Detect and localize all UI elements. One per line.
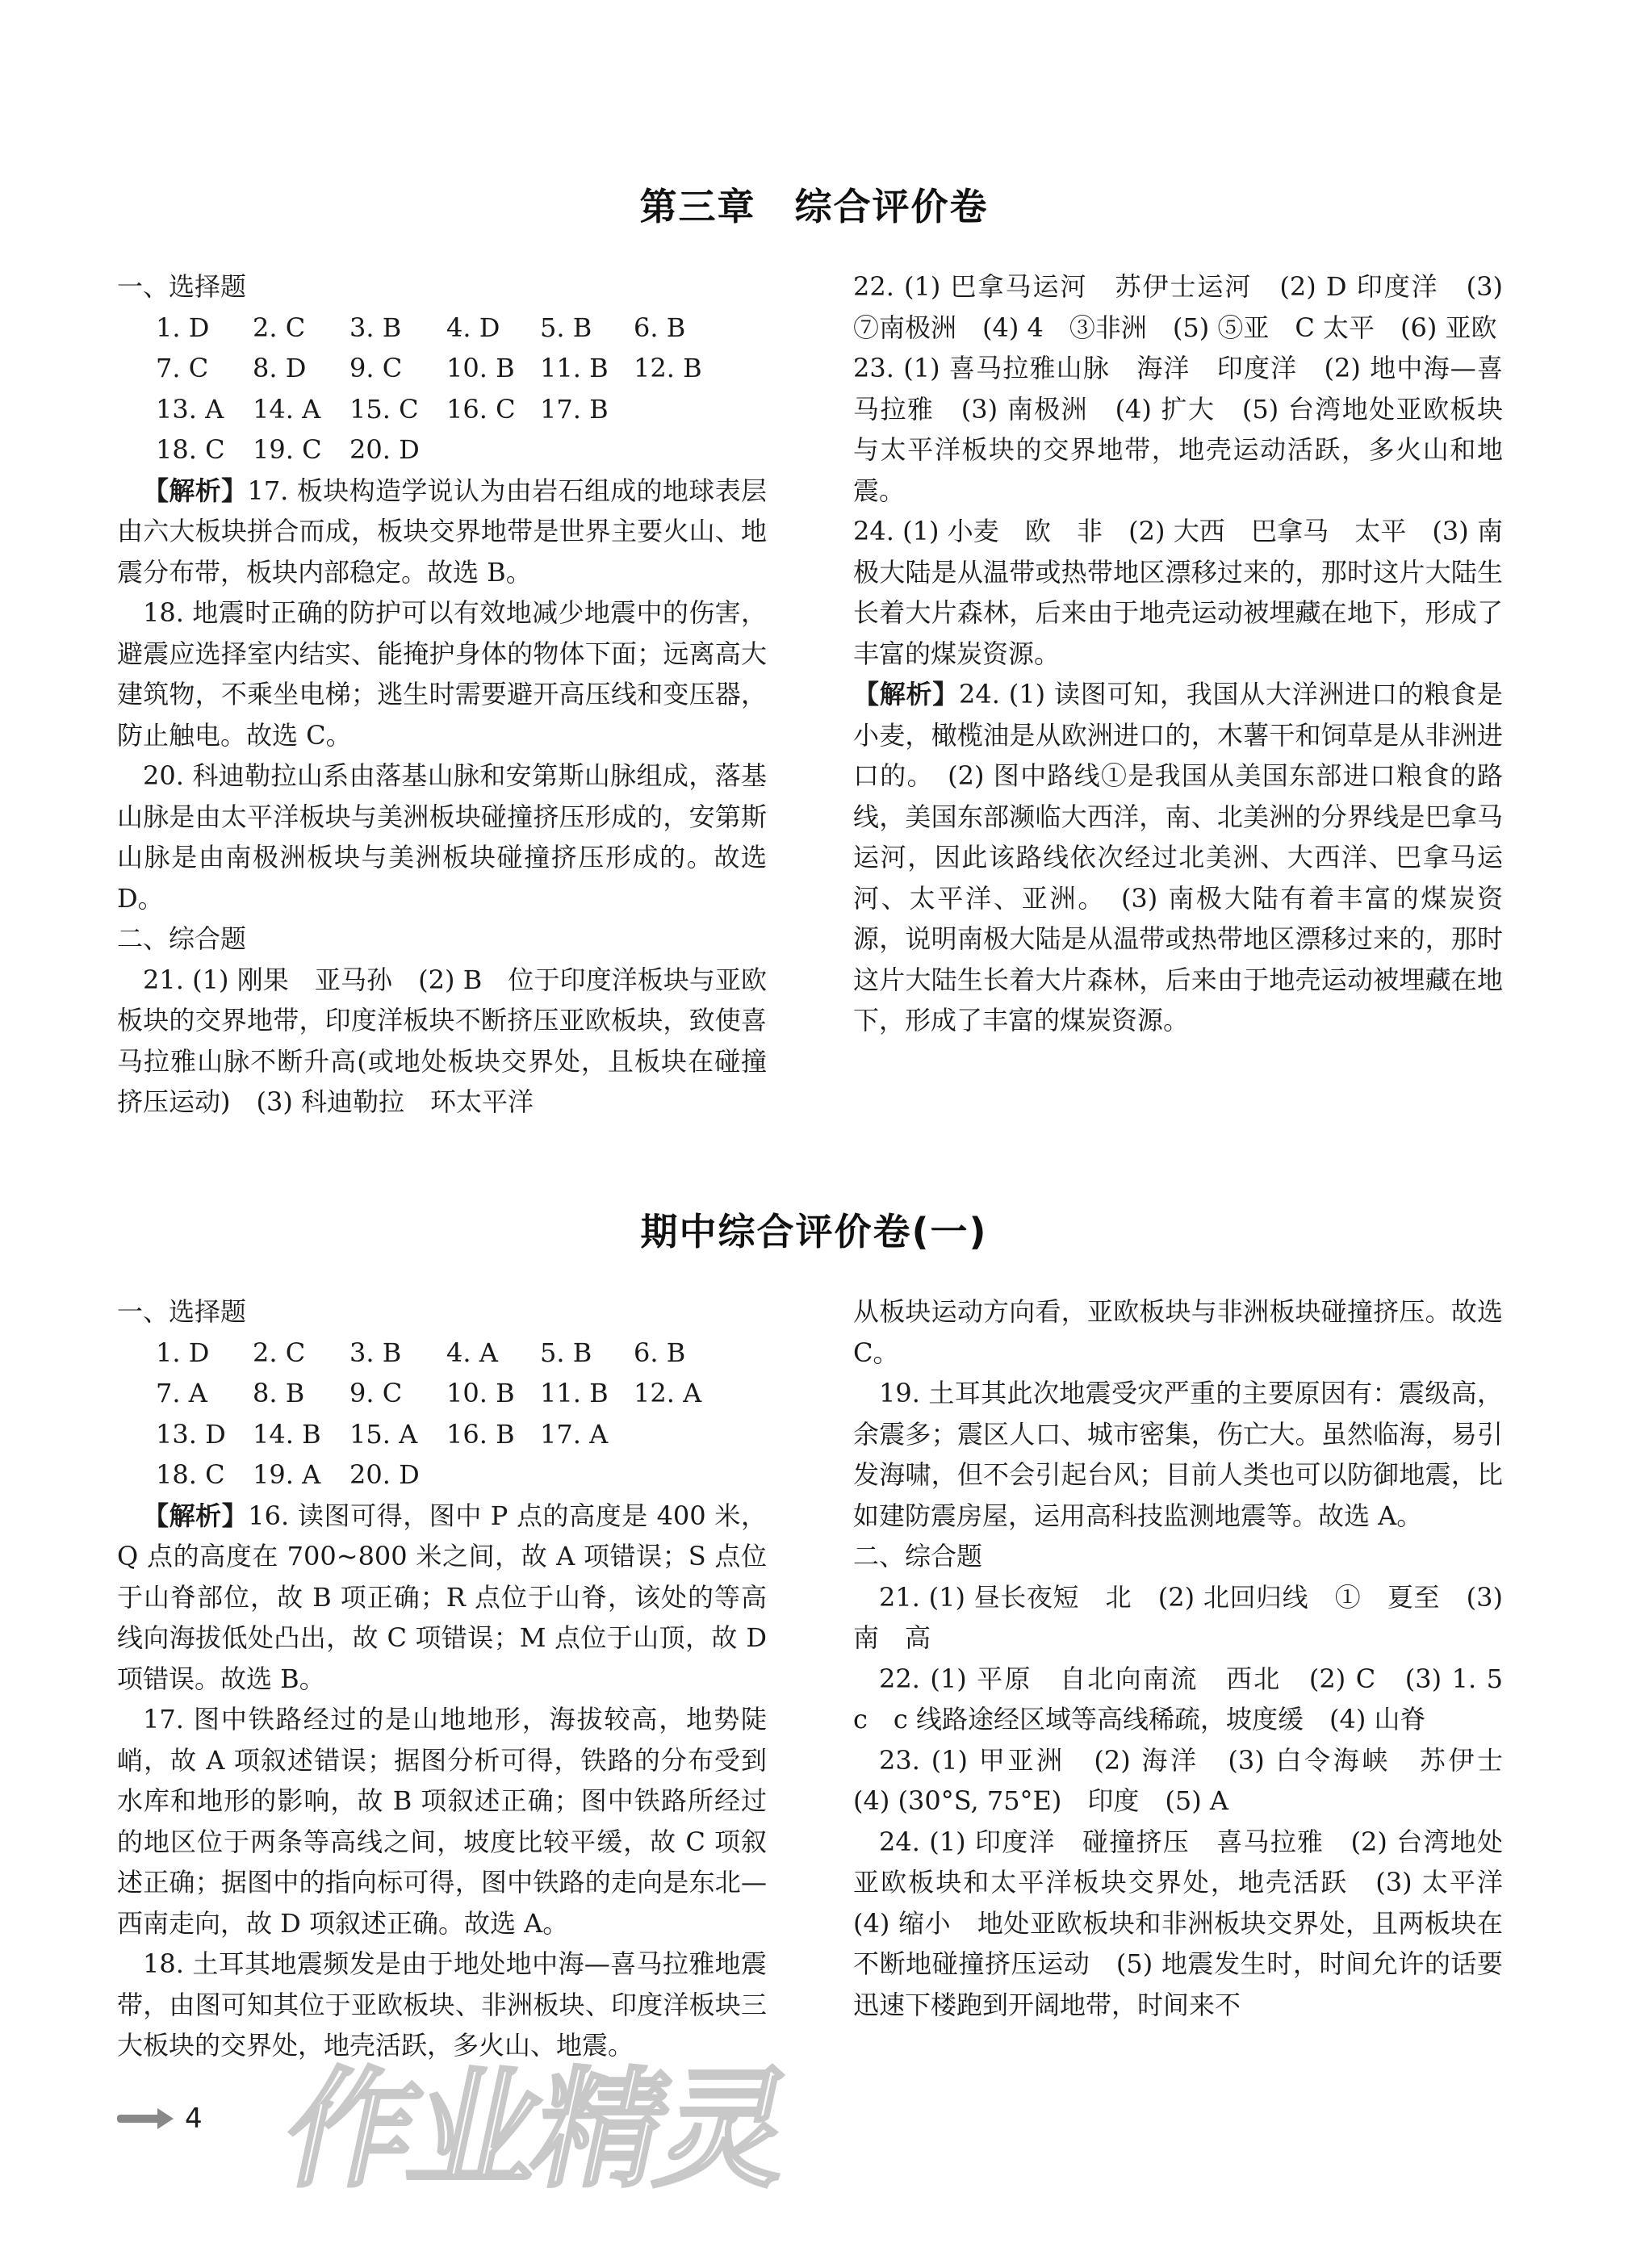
answer: 15. A: [349, 1418, 418, 1450]
answer: 13. A: [156, 393, 224, 425]
heading-choice: 一、选择题: [117, 1296, 247, 1327]
answer-row: [156, 1373, 767, 1414]
answer: 10. B: [446, 1378, 515, 1408]
answer-row: [156, 1333, 767, 1374]
explanation-20: 20. 科迪勒拉山系由落基山脉和安第斯山脉组成，落基山脉是由太平洋板块与美洲板块碰撞挤压形成的，安第斯山脉是由南极洲板块与美洲板块碰撞挤压形成的。故选 D。: [117, 760, 767, 914]
explanation-16: 【解析】16. 读图可得，图中 P 点的高度是 400 米，Q 点的高度在 700~800 米之间，故 A 项错误；S 点位于山脊部位，故 B 项正确；R 点位于山脊，该处的等高线向海拔低处凸出，故 C 项错误；M 点位于山顶，故 D 项错误。故选 B。: [117, 1500, 767, 1694]
answer: 3. B: [349, 312, 402, 343]
answer: 20. D: [349, 1459, 420, 1490]
explanation-17: 17. 图中铁路经过的是山地地形，海拔较高，地势陡峭，故 A 项叙述错误；据图分析可得，铁路的分布受到水库和地形的影响，故 B 项叙述正确；图中铁路所经过的地区位于两条等高线之间，坡度比较平缓，故 C 项叙述正确；据图中的指向标可得，图中铁路的走向是东北—西南走向，故 D 项叙述正确。故选 A。: [117, 1704, 767, 1939]
answer: 5. B: [540, 1337, 592, 1368]
heading-comprehensive: 二、综合题: [853, 1541, 983, 1571]
answer-24: 24. (1) 小麦 欧 非 (2) 大西 巴拿马 太平 (3) 南极大陆是从温带或热带地区漂移过来的，那时这片大陆生长着大片森林，后来由于地壳运动被埋藏在地下，形成了丰富的煤炭资源。: [853, 516, 1503, 669]
answer-21: 21. (1) 昼长夜短 北 (2) 北回归线 ① 夏至 (3) 南 高: [853, 1581, 1503, 1653]
answer-row: [156, 1454, 767, 1496]
answer: 18. C: [156, 1459, 225, 1490]
explanation-18: 18. 地震时正确的防护可以有效地减少地震中的伤害，避震应选择室内结实、能掩护身体的物体下面；远离高大建筑物，不乘坐电梯；逃生时需要避开高压线和变压器，防止触电。故选 C。: [117, 597, 767, 751]
answer-grid: [117, 308, 767, 471]
answer: 12. B: [634, 353, 702, 383]
answer: 3. B: [349, 1337, 402, 1368]
answer: 17. A: [540, 1418, 609, 1450]
page-number-text: 4: [185, 2103, 203, 2135]
answer: 4. A: [446, 1337, 498, 1368]
section-title-midterm: 期中综合评价卷(一): [640, 1210, 988, 1253]
heading-choice: 一、选择题: [117, 271, 247, 302]
answer: 7. A: [156, 1378, 207, 1408]
explanation-18-cont: 从板块运动方向看，亚欧板块与非洲板块碰撞挤压。故选 C。: [853, 1296, 1503, 1368]
answer: 10. B: [446, 353, 515, 383]
answer-grid: [117, 1333, 767, 1496]
answer: 19. C: [253, 434, 322, 465]
section-title-chapter3: 第三章 综合评价卷: [639, 185, 989, 228]
answer: 14. A: [253, 393, 321, 425]
arrow-right-icon: [117, 2111, 174, 2126]
answer: 2. C: [253, 1337, 306, 1368]
answer-21: 21. (1) 刚果 亚马孙 (2) B 位于印度洋板块与亚欧板块的交界地带，印度洋板块不断挤压亚欧板块，致使喜马拉雅山脉不断升高(或地处板块交界处，且板块在碰撞挤压运动) (3) 科迪勒拉 环太平洋: [117, 964, 767, 1117]
watermark: 作业精灵: [272, 2054, 802, 2205]
answer: 8. B: [253, 1378, 305, 1408]
answer: 13. D: [156, 1418, 226, 1450]
answer: 1. D: [156, 1337, 210, 1368]
answer-23: 23. (1) 喜马拉雅山脉 海洋 印度洋 (2) 地中海—喜马拉雅 (3) 南极洲 (4) 扩大 (5) 台湾地处亚欧板块与太平洋板块的交界地带，地壳运动活跃，多火山和地震。: [853, 353, 1503, 506]
answer: 18. C: [156, 434, 225, 465]
answer: 9. C: [349, 1378, 403, 1408]
answer: 16. B: [446, 1418, 515, 1450]
answer-24: 24. (1) 印度洋 碰撞挤压 喜马拉雅 (2) 台湾地处亚欧板块和太平洋板块交界处，地壳活跃 (3) 太平洋 (4) 缩小 地处亚欧板块和非洲板块交界处，且两板块在不断地碰撞挤压运动 (5) 地震发生时，时间允许的话要迅速下楼跑到开阔地带，时间来不: [853, 1826, 1530, 2020]
answer: 15. C: [349, 393, 419, 425]
explanation-19: 19. 土耳其此次地震受灾严重的主要原因有：震级高，余震多；震区人口、城市密集，伤亡大。虽然临海，易引发海啸，但不会引起台风；目前人类也可以防御地震，比如建防震房屋，运用高科技监测地震等。故选 A。: [853, 1378, 1503, 1531]
answer-row: [156, 308, 767, 349]
answer: 17. B: [540, 393, 609, 425]
explanation-18: 18. 土耳其地震频发是由于地处地中海—喜马拉雅地震带，由图可知其位于亚欧板块、非洲板块、印度洋板块三大板块的交界处，地壳活跃，多火山、地震。: [117, 1948, 767, 2061]
answer: 1. D: [156, 312, 210, 343]
answer-row: [156, 1414, 767, 1455]
answer: 8. D: [253, 353, 307, 383]
explanation-label: 【解析】: [143, 1500, 249, 1531]
answer-22: 22. (1) 平原 自北向南流 西北 (2) C (3) 1. 5 c c 线路途经区域等高线稀疏，坡度缓 (4) 山脊: [853, 1663, 1530, 1734]
answer: 11. B: [540, 353, 609, 383]
answer-row: [156, 348, 767, 389]
answer-row: [156, 429, 767, 471]
section1-right-column: [853, 266, 1503, 1041]
answer-row: [156, 389, 767, 430]
answer-22: 22. (1) 巴拿马运河 苏伊士运河 (2) D 印度洋 (3) ⑦南极洲 (4) 4 ③非洲 (5) ⑤亚 C 太平 (6) 亚欧: [853, 271, 1503, 343]
answer: 4. D: [446, 312, 500, 343]
answer: 7. C: [156, 353, 209, 383]
answer: 12. A: [634, 1378, 702, 1408]
section1-left-column: [117, 266, 767, 1123]
answer-23: 23. (1) 甲亚洲 (2) 海洋 (3) 白令海峡 苏伊士 (4) (30°S, 75°E) 印度 (5) A: [853, 1744, 1530, 1816]
answer: 5. B: [540, 312, 592, 343]
section2-left-column: [117, 1291, 767, 2066]
answer: 19. A: [253, 1459, 321, 1490]
page-number: [117, 2099, 230, 2139]
answer: 2. C: [253, 312, 306, 343]
section2-right-column: [853, 1291, 1530, 2025]
answer: 16. C: [446, 393, 516, 425]
answer: 14. B: [253, 1418, 321, 1450]
explanation-24: 【解析】24. (1) 读图可知，我国从大洋洲进口的粮食是小麦，橄榄油是从欧洲进口的，木薯干和饲草是从非洲进口的。 (2) 图中路线①是我国从美国东部进口粮食的路线，美国东部濒临大西洋，南、北美洲的分界线是巴拿马运河，因此该路线依次经过北美洲、大西洋、巴拿马运河、太平洋、亚洲。 (3) 南极大陆有着丰富的煤炭资源，说明南极大陆是从温带或热带地区漂移过来的，那时这片大陆生长着大片森林，后来由于地壳运动被埋藏在地下，形成了丰富的煤炭资源。: [853, 679, 1503, 1036]
explanation-17: 【解析】17. 板块构造学说认为由岩石组成的地球表层由六大板块拼合而成，板块交界地带是世界主要火山、地震分布带，板块内部稳定。故选 B。: [117, 475, 767, 588]
answer: 9. C: [349, 353, 403, 383]
answer: 20. D: [349, 434, 420, 465]
explanation-label: 【解析】: [853, 679, 959, 709]
heading-comprehensive: 二、综合题: [117, 923, 247, 954]
explanation-label: 【解析】: [143, 475, 248, 506]
answer: 11. B: [540, 1378, 609, 1408]
answer: 6. B: [634, 1337, 686, 1368]
answer: 6. B: [634, 312, 686, 343]
